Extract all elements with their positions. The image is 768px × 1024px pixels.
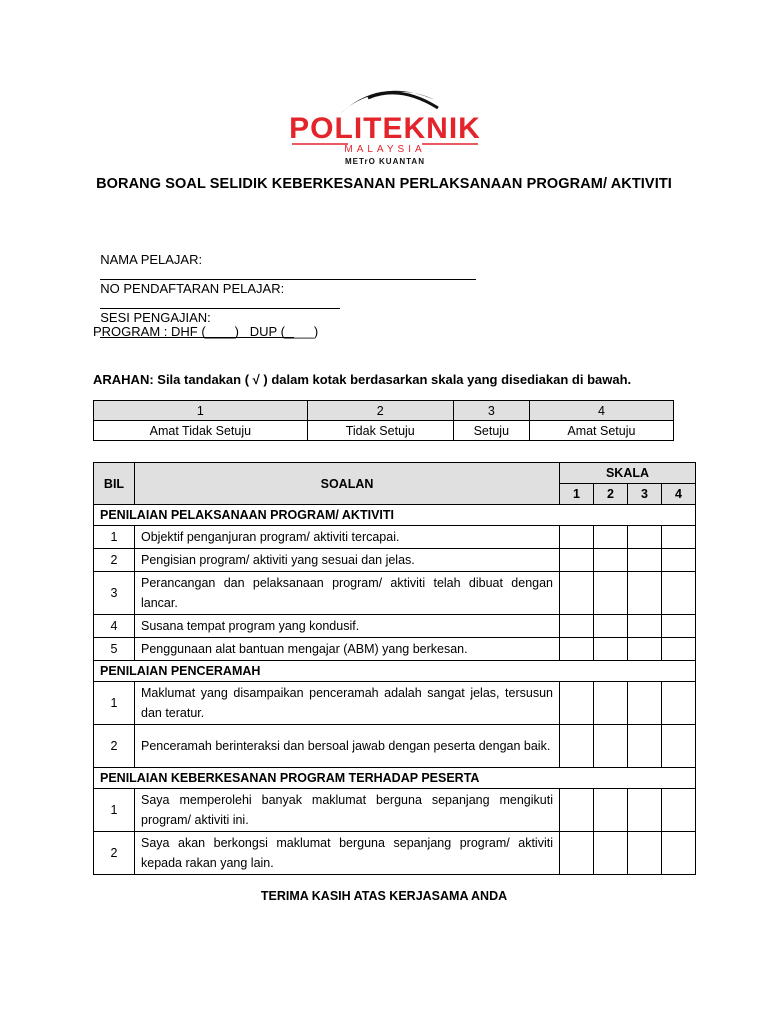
row-bil: 5 [94, 638, 135, 661]
logo-wordmark: POLITEKNIK [289, 112, 481, 145]
checkbox-2[interactable] [594, 572, 628, 615]
checkbox-2[interactable] [594, 615, 628, 638]
checkbox-4[interactable] [662, 526, 696, 549]
sesi-pengajian-label: SESI PENGAJIAN: [100, 310, 211, 325]
checkbox-1[interactable] [560, 725, 594, 768]
row-bil: 1 [94, 682, 135, 725]
checkbox-1[interactable] [560, 789, 594, 832]
arahan-instruction: ARAHAN: Sila tandakan ( √ ) dalam kotak berdasarkan skala yang disediakan di bawah. [93, 372, 632, 387]
table-row [94, 549, 696, 572]
checkbox-1[interactable] [560, 526, 594, 549]
scale-label: Amat Setuju [529, 421, 673, 441]
checkbox-1[interactable] [560, 615, 594, 638]
row-question: Susana tempat program yang kondusif. [135, 615, 560, 638]
checkbox-2[interactable] [594, 789, 628, 832]
row-question: Saya akan berkongsi maklumat berguna sepanjang program/ aktiviti kepada rakan yang lain. [135, 832, 560, 875]
checkbox-4[interactable] [662, 638, 696, 661]
checkbox-4[interactable] [662, 549, 696, 572]
table-row [94, 526, 696, 549]
row-question: Perancangan dan pelaksanaan program/ aktiviti telah dibuat dengan lancar. [135, 572, 560, 615]
row-bil: 3 [94, 572, 135, 615]
checkbox-2[interactable] [594, 832, 628, 875]
section-title: PENILAIAN PELAKSANAAN PROGRAM/ AKTIVITI [94, 505, 696, 526]
checkbox-2[interactable] [594, 526, 628, 549]
row-question: Penceramah berinteraksi dan bersoal jawab dengan peserta dengan baik. [135, 725, 560, 768]
checkbox-4[interactable] [662, 682, 696, 725]
checkbox-4[interactable] [662, 572, 696, 615]
table-row [94, 832, 696, 875]
checkbox-3[interactable] [628, 572, 662, 615]
checkbox-2[interactable] [594, 638, 628, 661]
checkbox-4[interactable] [662, 789, 696, 832]
logo-campus: METrO KUANTAN [345, 157, 425, 166]
scale-num: 1 [94, 401, 308, 421]
table-row [94, 789, 696, 832]
header-skala: SKALA [560, 463, 696, 484]
checkbox-3[interactable] [628, 526, 662, 549]
row-question: Pengisian program/ aktiviti yang sesuai dan jelas. [135, 549, 560, 572]
section-title: PENILAIAN PENCERAMAH [94, 661, 696, 682]
scale-label: Tidak Setuju [307, 421, 453, 441]
nama-pelajar-label: NAMA PELAJAR: [100, 252, 203, 267]
table-row [94, 682, 696, 725]
row-bil: 1 [94, 526, 135, 549]
checkbox-1[interactable] [560, 572, 594, 615]
checkbox-2[interactable] [594, 725, 628, 768]
checkbox-1[interactable] [560, 682, 594, 725]
header-scale-3: 3 [628, 484, 662, 505]
questionnaire-table [93, 462, 696, 875]
row-bil: 2 [94, 832, 135, 875]
scale-label: Setuju [453, 421, 529, 441]
checkbox-3[interactable] [628, 615, 662, 638]
table-row [94, 725, 696, 768]
row-question: Penggunaan alat bantuan mengajar (ABM) yang berkesan. [135, 638, 560, 661]
row-question: Saya memperolehi banyak maklumat berguna sepanjang mengikuti program/ aktiviti ini. [135, 789, 560, 832]
row-bil: 4 [94, 615, 135, 638]
table-row [94, 615, 696, 638]
row-bil: 2 [94, 725, 135, 768]
header-scale-1: 1 [560, 484, 594, 505]
checkbox-3[interactable] [628, 549, 662, 572]
checkbox-2[interactable] [594, 549, 628, 572]
section-title: PENILAIAN KEBERKESANAN PROGRAM TERHADAP PESERTA [94, 768, 696, 789]
header-bil: BIL [94, 463, 135, 505]
checkbox-2[interactable] [594, 682, 628, 725]
checkbox-1[interactable] [560, 832, 594, 875]
scale-num: 4 [529, 401, 673, 421]
checkbox-4[interactable] [662, 832, 696, 875]
form-title: BORANG SOAL SELIDIK KEBERKESANAN PERLAKSANAAN PROGRAM/ AKTIVITI [96, 176, 672, 192]
checkbox-3[interactable] [628, 682, 662, 725]
program-field[interactable]: PROGRAM : DHF (____) DUP (____) [93, 324, 319, 339]
header-scale-2: 2 [594, 484, 628, 505]
checkbox-3[interactable] [628, 725, 662, 768]
table-row [94, 572, 696, 615]
row-question: Maklumat yang disampaikan penceramah adalah sangat jelas, tersusun dan teratur. [135, 682, 560, 725]
row-bil: 2 [94, 549, 135, 572]
checkbox-3[interactable] [628, 638, 662, 661]
row-question: Objektif penganjuran program/ aktiviti tercapai. [135, 526, 560, 549]
checkbox-3[interactable] [628, 832, 662, 875]
politeknik-logo [270, 82, 500, 168]
checkbox-3[interactable] [628, 789, 662, 832]
table-row [94, 638, 696, 661]
scale-label: Amat Tidak Setuju [94, 421, 308, 441]
row-bil: 1 [94, 789, 135, 832]
logo-country: MALAYSIA [344, 144, 426, 155]
header-soalan: SOALAN [135, 463, 560, 505]
header-scale-4: 4 [662, 484, 696, 505]
scale-num: 2 [307, 401, 453, 421]
checkbox-1[interactable] [560, 638, 594, 661]
no-pendaftaran-label: NO PENDAFTARAN PELAJAR: [100, 281, 285, 296]
checkbox-4[interactable] [662, 615, 696, 638]
scale-num: 3 [453, 401, 529, 421]
checkbox-1[interactable] [560, 549, 594, 572]
checkbox-4[interactable] [662, 725, 696, 768]
thank-you-note: TERIMA KASIH ATAS KERJASAMA ANDA [260, 889, 508, 903]
scale-legend-table [93, 400, 674, 441]
